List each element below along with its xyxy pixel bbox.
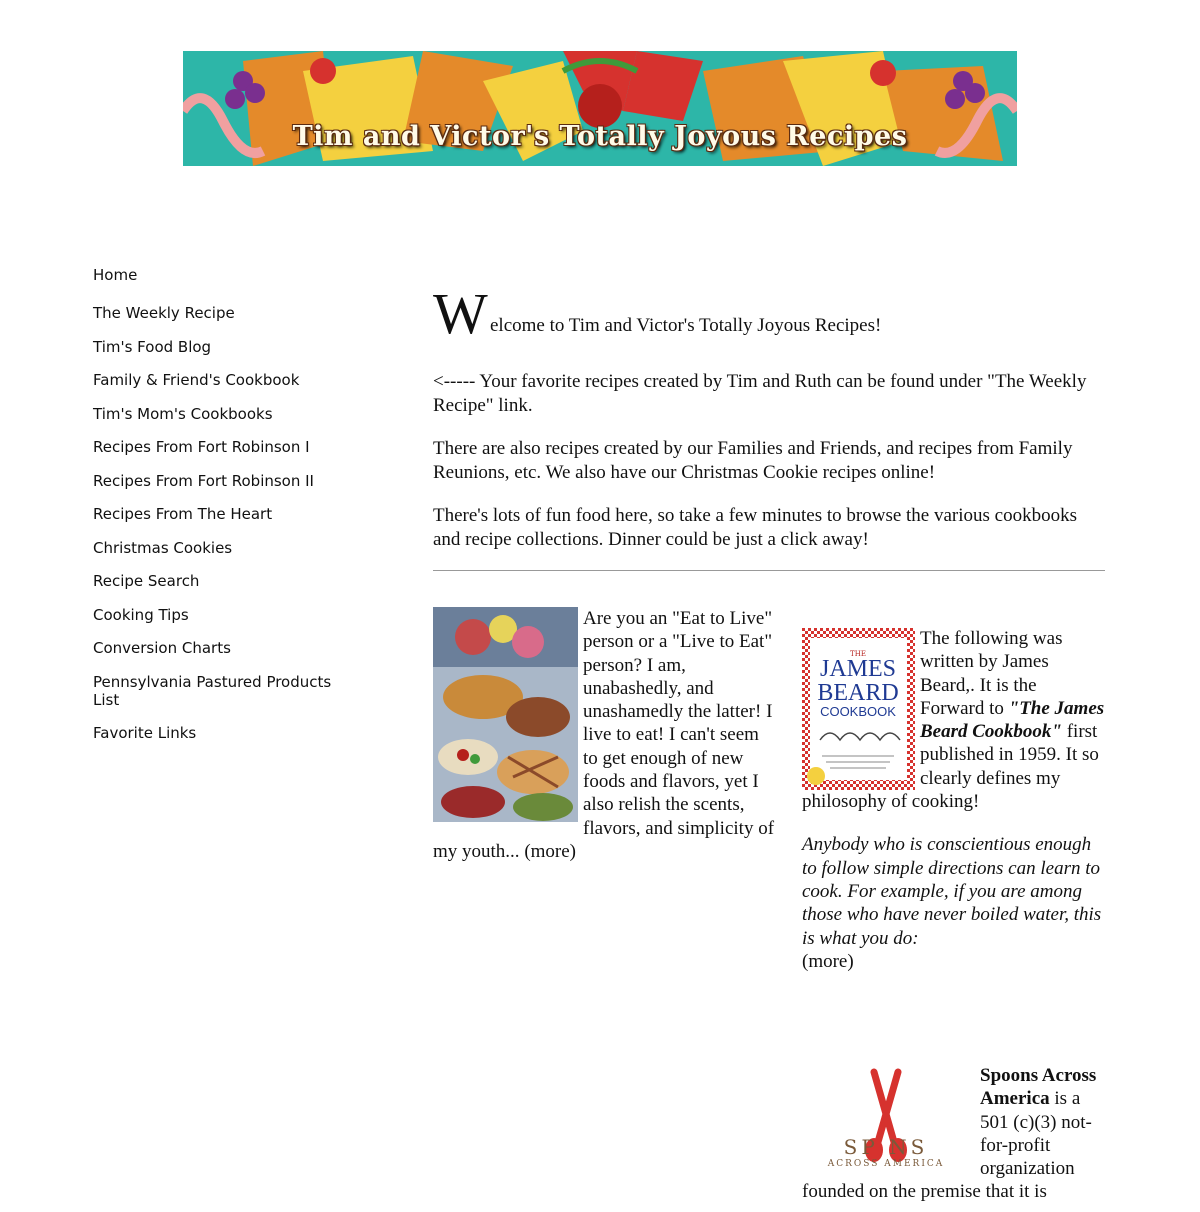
james-beard-quote-text: Anybody who is conscientious enough to follow simple directions can learn to cook. For example, if you are among those who have never boiled water, this is what you do: <box>802 834 1102 949</box>
nav-home[interactable]: Home <box>93 266 138 284</box>
intro-paragraph-3: There's lots of fun food here, so take a few minutes to browse the various cookbooks and recipe collections. Dinner could be just a click away! <box>433 505 1077 550</box>
drop-cap: W <box>433 281 488 346</box>
nav-favorite-links[interactable]: Favorite Links <box>93 724 197 742</box>
james-beard-more-link[interactable]: (more) <box>802 950 854 972</box>
nav-moms-cookbooks[interactable]: Tim's Mom's Cookbooks <box>93 404 273 423</box>
nav-family-friends-cookbook[interactable]: Family & Friend's Cookbook <box>93 371 300 389</box>
nav-recipes-from-heart[interactable]: Recipes From The Heart <box>93 505 273 523</box>
banner-title: Tim and Victor's Totally Joyous Recipes <box>292 121 908 152</box>
spoons-logo-line-1: SP NS <box>843 1135 929 1159</box>
welcome-text: elcome to Tim and Victor's Totally Joyous Recipes! <box>490 315 882 336</box>
eat-to-live-section <box>433 607 778 863</box>
cover-line-3: COOKBOOK <box>820 704 896 719</box>
food-spread-photo <box>433 607 578 822</box>
welcome-heading <box>433 281 1105 346</box>
nav-recipe-search[interactable]: Recipe Search <box>93 572 200 590</box>
nav-conversion-charts[interactable]: Conversion Charts <box>93 639 231 657</box>
nav-pennsylvania-pastured[interactable]: Pennsylvania Pastured Products List <box>93 672 332 709</box>
james-beard-quote <box>802 833 1105 973</box>
nav-fort-robinson-1[interactable]: Recipes From Fort Robinson I <box>93 438 310 456</box>
james-beard-intro-a: The following was written by James Beard,. It is the Forward to <box>920 628 1063 719</box>
eat-to-live-more-link[interactable]: (more) <box>524 840 577 862</box>
eat-to-live-text: Are you an "Eat to Live" person or a "Live to Eat" person? I am, unabashedly, and unashamedly the latter! I live to eat! I can't seem to get enough of new foods and flavors, yet I also relish the scents, flavors, and simplicity of my youth... <box>433 608 775 862</box>
cover-the: THE <box>850 650 866 658</box>
intro-paragraph-1: <----- Your favorite recipes created by Tim and Ruth can be found under "The Weekly Recipe" link. <box>433 371 1087 416</box>
main-content <box>433 281 1105 551</box>
spoons-across-america-logo <box>802 1066 970 1172</box>
nav-weekly-recipe[interactable]: The Weekly Recipe <box>93 304 235 322</box>
nav-christmas-cookies[interactable]: Christmas Cookies <box>93 538 233 557</box>
cover-line-1: JAMES <box>819 656 897 682</box>
nav-food-blog[interactable]: Tim's Food Blog <box>93 337 212 356</box>
content-divider <box>433 570 1105 571</box>
cover-line-2: BEARD <box>817 680 899 706</box>
james-beard-section <box>802 627 1105 973</box>
nav-fort-robinson-2[interactable]: Recipes From Fort Robinson II <box>93 471 314 490</box>
james-beard-cookbook-cover <box>802 628 915 790</box>
nav-cooking-tips[interactable]: Cooking Tips <box>93 605 189 624</box>
spoons-description: is a 501 (c)(3) not-for-profit organization founded on the premise that it is <box>802 1088 1092 1203</box>
james-beard-intro-b: first published in 1959. It so clearly defines my philosophy of cooking! <box>802 721 1099 813</box>
spoons-across-america-section <box>802 1064 1105 1204</box>
sidebar-nav <box>93 266 353 742</box>
spoons-logo-line-2: ACROSS AMERICA <box>827 1159 945 1169</box>
spoons-name: Spoons Across America <box>980 1065 1097 1110</box>
intro-paragraph-2: There are also recipes created by our Families and Friends, and recipes from Family Reunions, etc. We also have our Christmas Cookie recipes online! <box>433 438 1073 483</box>
site-banner <box>183 51 1017 166</box>
james-beard-book-title: "The James Beard Cookbook" <box>920 697 1105 743</box>
